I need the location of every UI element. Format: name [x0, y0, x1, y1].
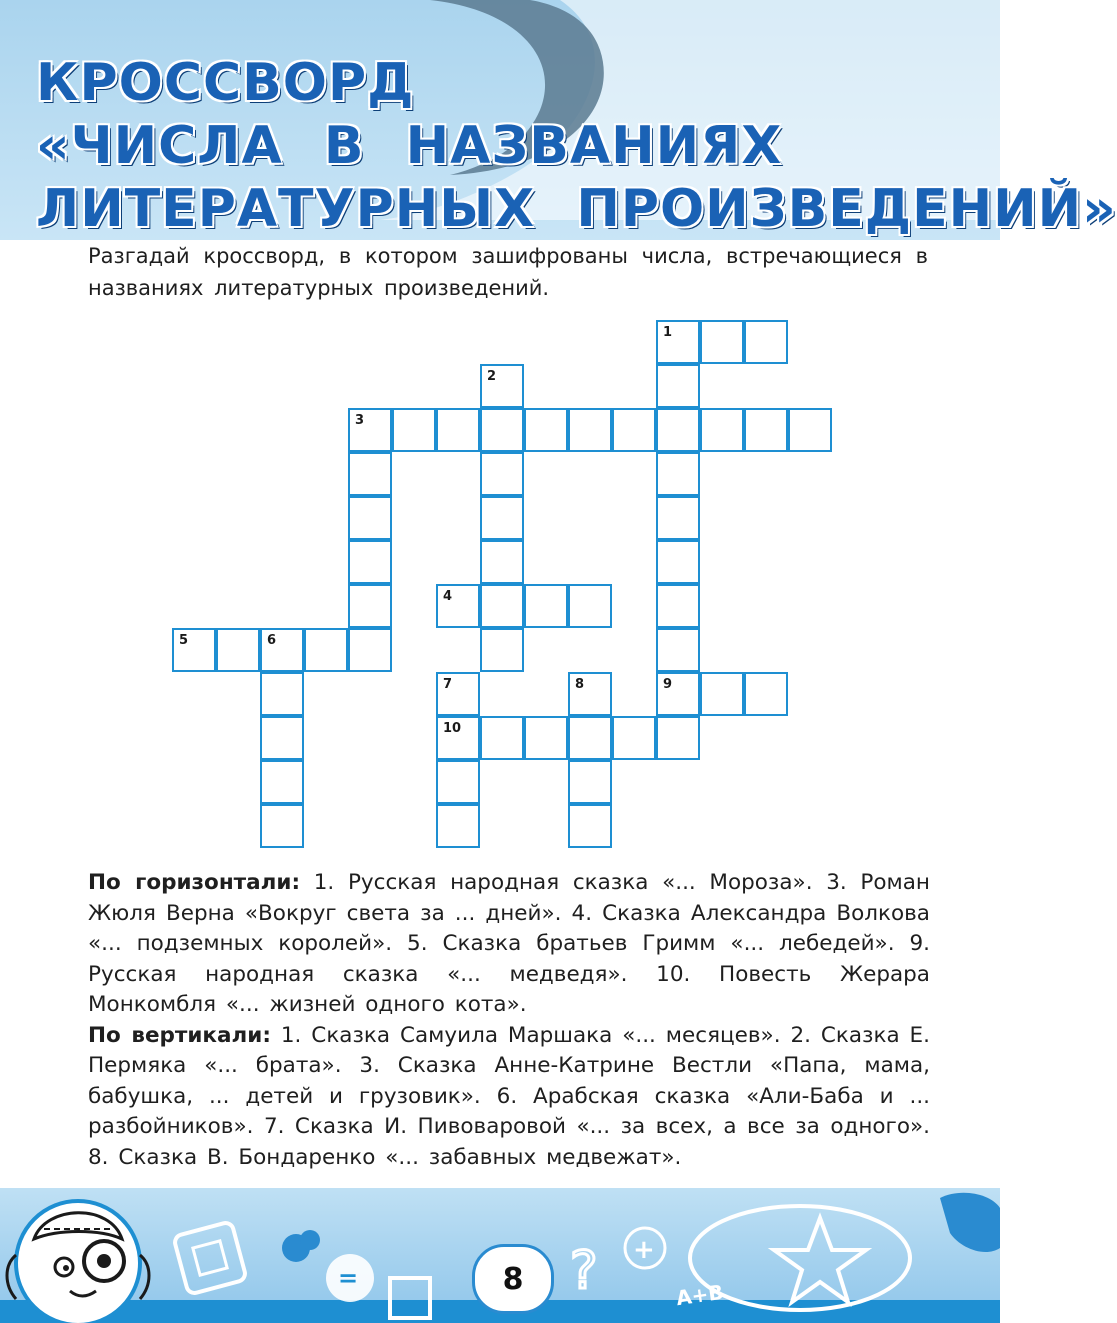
clue-number: 6: [267, 633, 277, 648]
crossword-cell[interactable]: [436, 760, 480, 804]
clues-down: [88, 1021, 930, 1174]
down-heading: По вертикали:: [88, 1022, 271, 1048]
crossword-cell[interactable]: [480, 364, 524, 408]
crossword-cell[interactable]: [568, 584, 612, 628]
clue-number: 3: [355, 413, 365, 428]
crossword-cell[interactable]: [260, 716, 304, 760]
crossword-cell[interactable]: [524, 716, 568, 760]
crossword-cell[interactable]: [524, 408, 568, 452]
clue-number: 4: [443, 589, 453, 604]
crossword-cell[interactable]: [480, 628, 524, 672]
across-heading: По горизонтали:: [88, 870, 301, 895]
crossword-cell[interactable]: [656, 628, 700, 672]
crossword-cell[interactable]: [436, 408, 480, 452]
title-line-2: «ЧИСЛА В НАЗВАНИЯХ: [36, 116, 783, 176]
clue-number: 10: [443, 721, 462, 736]
crossword-cell[interactable]: [788, 408, 832, 452]
crossword-cell[interactable]: [524, 584, 568, 628]
crossword-cell[interactable]: [656, 364, 700, 408]
crossword-cell[interactable]: [348, 540, 392, 584]
clue-number: 7: [443, 677, 453, 692]
intro-text: Разгадай кроссворд, в котором зашифрованы числа, встречающиеся в названиях литературных произведений.: [88, 244, 928, 300]
clue-number: 2: [487, 369, 497, 384]
clue-number: 9: [663, 677, 673, 692]
crossword-cell[interactable]: [348, 408, 392, 452]
clue-number: 8: [575, 677, 585, 692]
crossword-cell[interactable]: [656, 408, 700, 452]
crossword-cell[interactable]: [700, 408, 744, 452]
crossword-cell[interactable]: [568, 760, 612, 804]
crossword-cell[interactable]: [480, 540, 524, 584]
crossword-cell[interactable]: [612, 716, 656, 760]
crossword-cell[interactable]: [656, 716, 700, 760]
crossword-cell[interactable]: [392, 408, 436, 452]
svg-text:?: ?: [570, 1241, 598, 1301]
crossword-cell[interactable]: [568, 672, 612, 716]
crossword-cell[interactable]: [480, 716, 524, 760]
crossword-cell[interactable]: [436, 584, 480, 628]
crossword-cell[interactable]: [656, 320, 700, 364]
crossword-cell[interactable]: [568, 716, 612, 760]
crossword-cell[interactable]: [348, 452, 392, 496]
crossword-cell[interactable]: [656, 540, 700, 584]
title-line-3: ЛИТЕРАТУРНЫХ ПРОИЗВЕДЕНИЙ»: [36, 179, 1117, 239]
crossword-cell[interactable]: [436, 804, 480, 848]
crossword-cell[interactable]: [172, 628, 216, 672]
crossword-cell[interactable]: [656, 584, 700, 628]
crossword-cell[interactable]: [216, 628, 260, 672]
crossword-cell[interactable]: [700, 320, 744, 364]
down-text: 1. Сказка Самуила Маршака «... месяцев». 2. Сказка Е. Пермяка «... брата». 3. Сказка Анне-Катрине Вестли «Папа, мама, бабушка, ... детей и грузовик». 6. Арабская сказка «Али-Баба и ... разбойников». 7. Сказка И. Пивоваровой «... за всех, а все за одного». 8. Сказка В. Бондаренко «... забавных медвежат».: [88, 1022, 930, 1170]
crossword-cell[interactable]: [480, 496, 524, 540]
mascot-illustration: [0, 1195, 170, 1323]
crossword-cell[interactable]: [436, 716, 480, 760]
footer-ab-label: A+B: [674, 1279, 725, 1311]
crossword-cell[interactable]: [348, 496, 392, 540]
crossword-cell[interactable]: [568, 804, 612, 848]
crossword-cell[interactable]: [348, 628, 392, 672]
crossword-cell[interactable]: [480, 452, 524, 496]
crossword-cell[interactable]: [480, 584, 524, 628]
title-line-1: КРОССВОРД: [36, 53, 415, 113]
svg-text:+: +: [633, 1235, 655, 1265]
across-text: 1. Русская народная сказка «... Мороза». 3. Роман Жюля Верна «Вокруг света за ... дней». 4. Сказка Александра Волкова «... подземных королей». 5. Сказка братьев Гримм «... лебедей». 9. Русская народная сказка «... медведя». 10. Повесть Жерара Монкомбля «... жизней одного кота».: [88, 870, 930, 1017]
crossword-cell[interactable]: [744, 408, 788, 452]
crossword-cell[interactable]: [260, 804, 304, 848]
crossword-cell[interactable]: [348, 584, 392, 628]
crossword-cell[interactable]: [656, 496, 700, 540]
crossword-cell[interactable]: [260, 628, 304, 672]
clues-across: [88, 868, 930, 1021]
page-number: 8: [472, 1244, 554, 1314]
crossword-cell[interactable]: [656, 672, 700, 716]
crossword-cell[interactable]: [612, 408, 656, 452]
crossword-cell[interactable]: [700, 672, 744, 716]
clues-section: [88, 868, 930, 1173]
clue-number: 5: [179, 633, 189, 648]
crossword-cell[interactable]: [260, 672, 304, 716]
crossword-cell[interactable]: [304, 628, 348, 672]
crossword-cell[interactable]: [744, 672, 788, 716]
crossword-cell[interactable]: [260, 760, 304, 804]
crossword-cell[interactable]: [568, 408, 612, 452]
svg-text:=: =: [338, 1264, 359, 1292]
crossword-cell[interactable]: [744, 320, 788, 364]
page-title: [36, 52, 1117, 241]
crossword-cell[interactable]: [436, 672, 480, 716]
crossword-cell[interactable]: [656, 452, 700, 496]
clue-number: 1: [663, 325, 673, 340]
crossword-cell[interactable]: [480, 408, 524, 452]
